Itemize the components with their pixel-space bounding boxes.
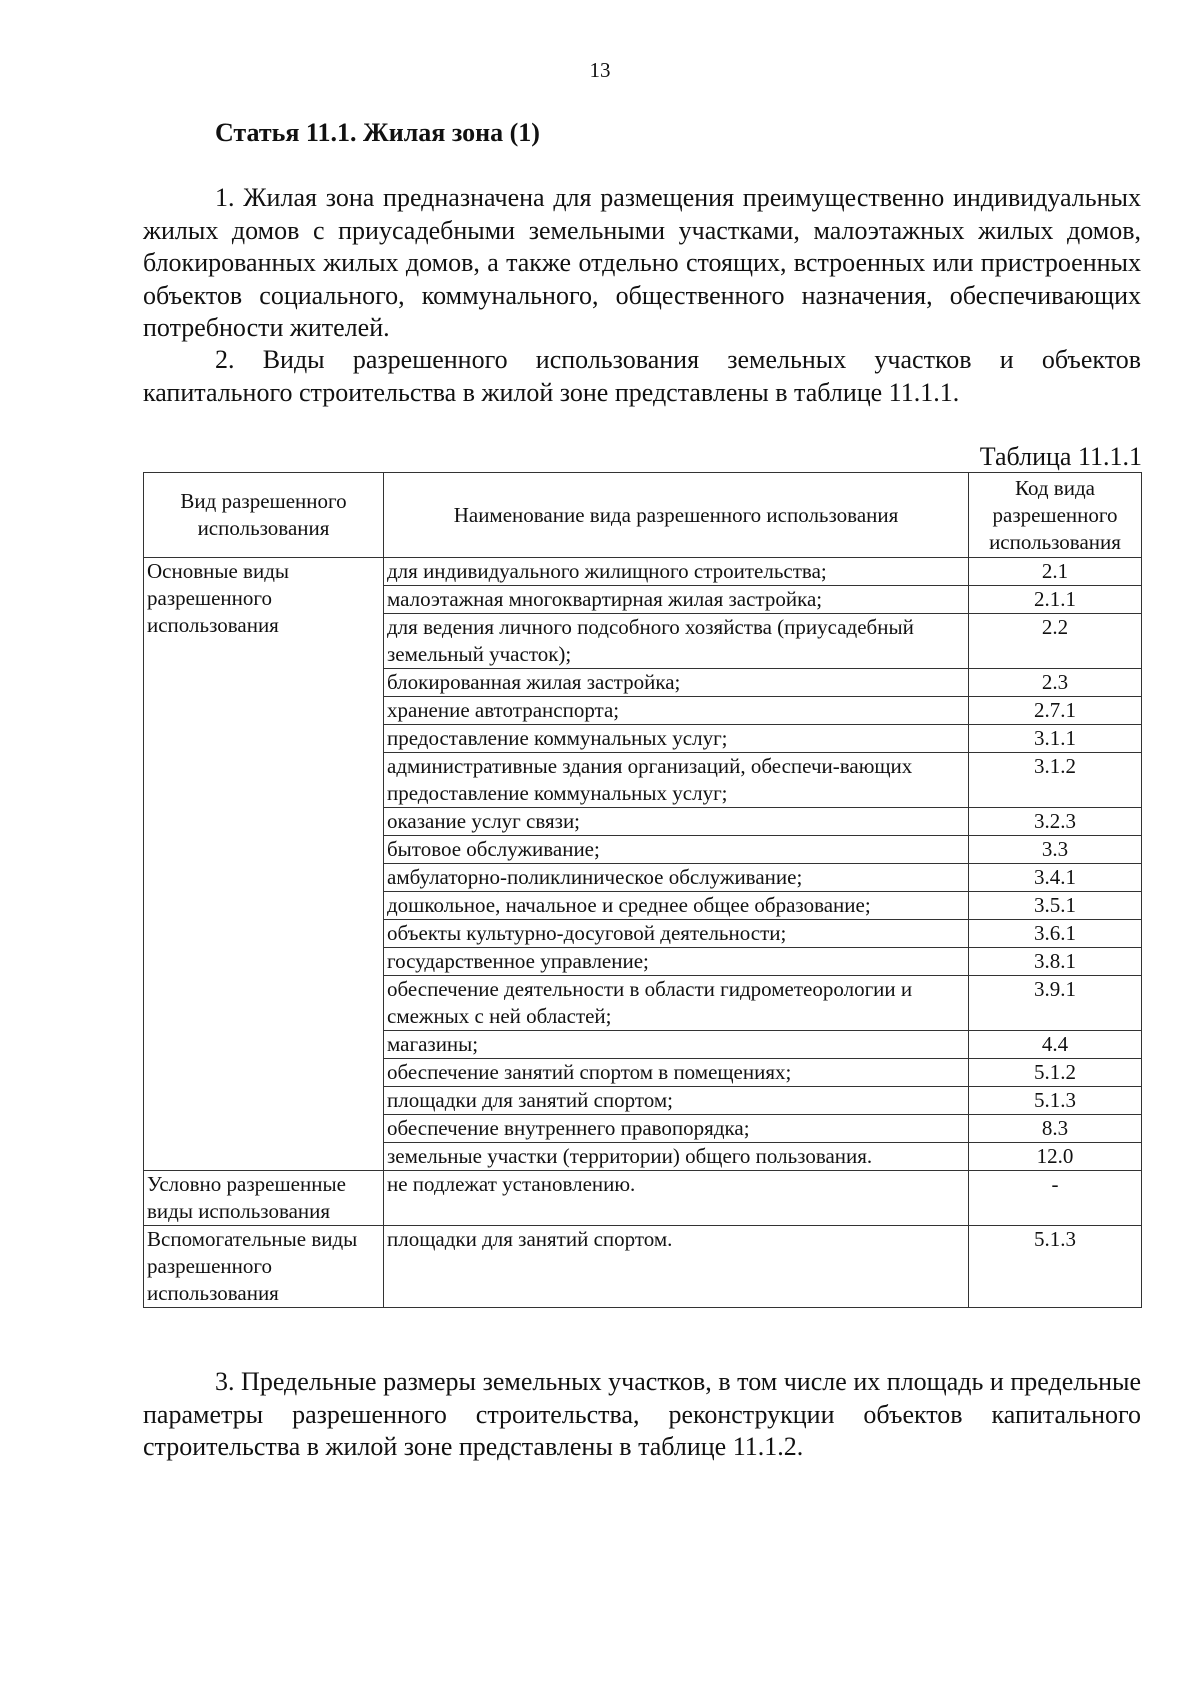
use-code: 2.2 — [969, 614, 1142, 669]
table-row — [144, 558, 1142, 586]
use-code: 5.1.3 — [969, 1226, 1142, 1308]
use-code: 3.1.2 — [969, 753, 1142, 808]
use-code: 2.7.1 — [969, 697, 1142, 725]
use-code: 3.2.3 — [969, 808, 1142, 836]
use-name: объекты культурно-досуговой деятельности; — [384, 920, 969, 948]
use-code: 2.1.1 — [969, 586, 1142, 614]
paragraph-2: 2. Виды разрешенного использования земельных участков и объектов капитального строительства в жилой зоне представлены в таблице 11.1.1. — [143, 345, 1141, 407]
table-header-row — [144, 473, 1142, 558]
use-name: обеспечение занятий спортом в помещениях; — [384, 1059, 969, 1087]
use-name: площадки для занятий спортом; — [384, 1087, 969, 1115]
use-name: обеспечение внутреннего правопорядка; — [384, 1115, 969, 1143]
use-code: 3.9.1 — [969, 976, 1142, 1031]
use-code: 5.1.2 — [969, 1059, 1142, 1087]
use-name: административные здания организаций, обеспечи-вающих предоставление коммунальных услуг; — [384, 753, 969, 808]
use-name: блокированная жилая застройка; — [384, 669, 969, 697]
use-code: - — [969, 1171, 1142, 1226]
use-code: 3.3 — [969, 836, 1142, 864]
header-use-name: Наименование вида разрешенного использования — [384, 473, 969, 558]
use-code: 3.5.1 — [969, 892, 1142, 920]
page-number: 13 — [589, 58, 611, 82]
use-code: 2.3 — [969, 669, 1142, 697]
group-label-conditional: Условно разрешенные виды использования — [144, 1171, 384, 1226]
use-name: площадки для занятий спортом. — [384, 1226, 969, 1308]
use-code: 8.3 — [969, 1115, 1142, 1143]
use-code: 3.8.1 — [969, 948, 1142, 976]
group-label-main: Основные виды разрешенного использования — [144, 558, 384, 1171]
use-name: обеспечение деятельности в области гидрометеорологии и смежных с ней областей; — [384, 976, 969, 1031]
use-name: дошкольное, начальное и среднее общее образование; — [384, 892, 969, 920]
use-name: государственное управление; — [384, 948, 969, 976]
table-row — [144, 1171, 1142, 1226]
use-code: 4.4 — [969, 1031, 1142, 1059]
table-caption: Таблица 11.1.1 — [979, 442, 1142, 471]
use-name: хранение автотранспорта; — [384, 697, 969, 725]
table-body — [144, 558, 1142, 1308]
use-name: предоставление коммунальных услуг; — [384, 725, 969, 753]
use-code: 3.4.1 — [969, 864, 1142, 892]
paragraph-1: 1. Жилая зона предназначена для размещения преимущественно индивидуальных жилых домов с приусадебными земельными участками, малоэтажных жилых домов, блокированных жилых домов, а также отдельно стоящих, встроенных или пристроенных объектов социального, коммунального, общественного назначения, обеспечивающих потребности жителей. — [143, 183, 1141, 342]
use-name: амбулаторно-поликлиническое обслуживание; — [384, 864, 969, 892]
use-name: магазины; — [384, 1031, 969, 1059]
use-name: бытовое обслуживание; — [384, 836, 969, 864]
use-code: 3.6.1 — [969, 920, 1142, 948]
use-name: малоэтажная многоквартирная жилая застройка; — [384, 586, 969, 614]
use-name: для индивидуального жилищного строительства; — [384, 558, 969, 586]
use-name: земельные участки (территории) общего пользования. — [384, 1143, 969, 1171]
table-row — [144, 1226, 1142, 1308]
use-code: 3.1.1 — [969, 725, 1142, 753]
group-label-auxiliary: Вспомогательные виды разрешенного использования — [144, 1226, 384, 1308]
use-name: не подлежат установлению. — [384, 1171, 969, 1226]
header-use-type: Вид разрешенного использования — [144, 473, 384, 558]
use-name: оказание услуг связи; — [384, 808, 969, 836]
use-code: 12.0 — [969, 1143, 1142, 1171]
header-use-code: Код вида разрешенного использования — [969, 473, 1142, 558]
permitted-uses-table — [143, 472, 1142, 1308]
use-name: для ведения личного подсобного хозяйства (приусадебный земельный участок); — [384, 614, 969, 669]
use-code: 2.1 — [969, 558, 1142, 586]
use-code: 5.1.3 — [969, 1087, 1142, 1115]
article-heading: Статья 11.1. Жилая зона (1) — [215, 118, 540, 147]
paragraph-3: 3. Предельные размеры земельных участков, в том числе их площадь и предельные параметры разрешенного строительства, реконструкции объектов капитального строительства в жилой зоне представлены в таблице 11.1.2. — [143, 1367, 1141, 1461]
